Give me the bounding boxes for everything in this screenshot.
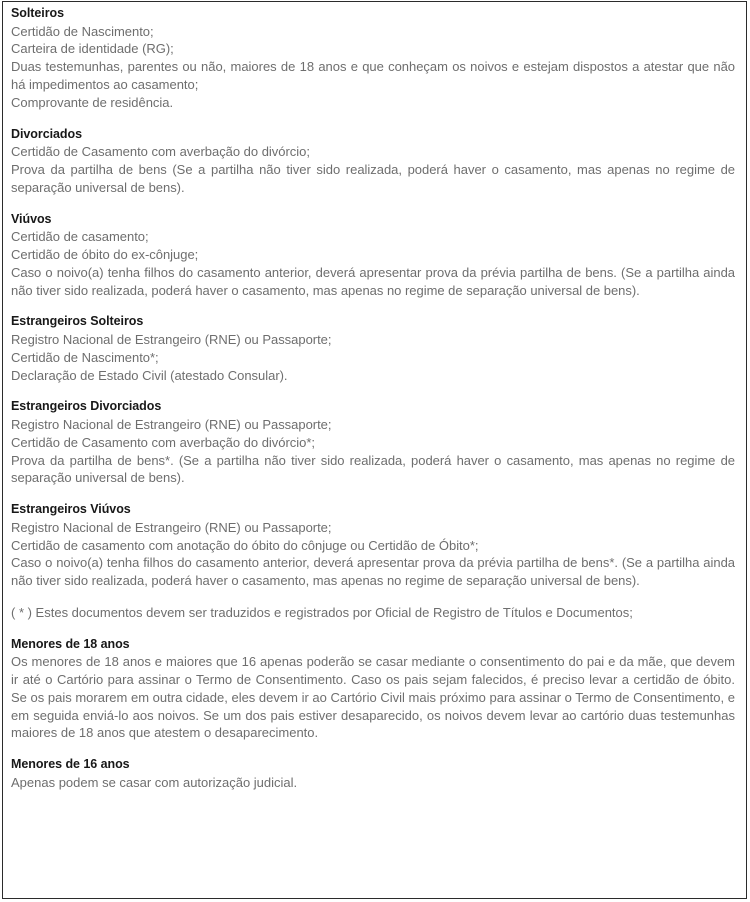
- section-line: Certidão de casamento;: [11, 229, 149, 245]
- section-paragraph: Os menores de 18 anos e maiores que 16 apenas poderão se casar mediante o consentimento do pai e da mãe, que devem ir até o Cartório para assinar o Termo de Consentimento. Caso os pais sejam falecidos, é preciso levar a certidão de óbito. Se os pais morarem em outra cidade, eles devem ir ao Cartório Civil mais próximo para assinar o Termo de Consentimento, e em seguida enviá-lo aos noivos. Se um dos pais estiver desaparecido, os noivos devem levar ao cartório duas testemunhas maiores de 18 anos que atestem o desaparecimento.: [11, 654, 735, 741]
- section-line: Carteira de identidade (RG);: [11, 41, 174, 57]
- section-line: Certidão de Casamento com averbação do divórcio*;: [11, 434, 315, 450]
- section-line: Prova da partilha de bens (Se a partilha não tiver sido realizada, poderá haver o casamento, mas apenas no regime de separação universal de bens).: [11, 161, 735, 195]
- section-line: Prova da partilha de bens*. (Se a partilha não tiver sido realizada, poderá haver o casamento, mas apenas no regime de separação universal de bens).: [11, 452, 735, 486]
- section-line: Certidão de Nascimento*;: [11, 349, 159, 365]
- section-estrangeiros-solteiros: [11, 313, 735, 384]
- section-heading: Estrangeiros Viúvos: [11, 502, 131, 517]
- section-line: Caso o noivo(a) tenha filhos do casamento anterior, deverá apresentar prova da prévia partilha de bens*. (Se a partilha ainda não tiver sido realizada, poderá haver o casamento, mas apenas no regime de separação universal de bens).: [11, 555, 735, 589]
- section-line: Duas testemunhas, parentes ou não, maiores de 18 anos e que conheçam os noivos e estejam dispostos a atestar que não há impedimentos ao casamento;: [11, 59, 735, 92]
- section-heading: Menores de 16 anos: [11, 757, 130, 772]
- section-viuvos: [11, 211, 735, 300]
- section-heading: Estrangeiros Solteiros: [11, 314, 144, 329]
- section-menores-18: [11, 636, 735, 743]
- section-line: Certidão de Casamento com averbação do divórcio;: [11, 144, 310, 160]
- section-line: Declaração de Estado Civil (atestado Consular).: [11, 367, 288, 383]
- section-line: Registro Nacional de Estrangeiro (RNE) ou Passaporte;: [11, 519, 332, 535]
- section-line: Certidão de casamento com anotação do óbito do cônjuge ou Certidão de Óbito*;: [11, 537, 479, 553]
- section-estrangeiros-divorciados: [11, 398, 735, 487]
- section-heading: Divorciados: [11, 126, 83, 141]
- section-estrangeiros-viuvos: [11, 501, 735, 590]
- section-paragraph: Apenas podem se casar com autorização judicial.: [11, 774, 298, 790]
- section-heading: Viúvos: [11, 211, 52, 226]
- section-heading: Menores de 18 anos: [11, 636, 130, 651]
- section-heading: Solteiros: [11, 6, 65, 20]
- section-line: Caso o noivo(a) tenha filhos do casamento anterior, deverá apresentar prova da prévia partilha de bens. (Se a partilha ainda não tiver sido realizada, poderá haver o casamento, mas apenas no regime de separação universal de bens).: [11, 264, 735, 298]
- section-line: Registro Nacional de Estrangeiro (RNE) ou Passaporte;: [11, 331, 332, 347]
- section-line: Registro Nacional de Estrangeiro (RNE) ou Passaporte;: [11, 416, 332, 432]
- section-line: Certidão de Nascimento;: [11, 23, 154, 39]
- footnote-text: ( * ) Estes documentos devem ser traduzidos e registrados por Oficial de Registro de Títulos e Documentos;: [11, 604, 633, 620]
- document-content: [3, 2, 746, 796]
- section-divorciados: [11, 126, 735, 197]
- document-border-frame: [2, 1, 747, 899]
- footnote-block: [11, 604, 735, 622]
- section-menores-16: [11, 756, 735, 791]
- section-heading: Estrangeiros Divorciados: [11, 399, 162, 414]
- section-line: Comprovante de residência.: [11, 94, 174, 110]
- section-line: Certidão de óbito do ex-cônjuge;: [11, 246, 199, 262]
- section-solteiros: [11, 5, 735, 112]
